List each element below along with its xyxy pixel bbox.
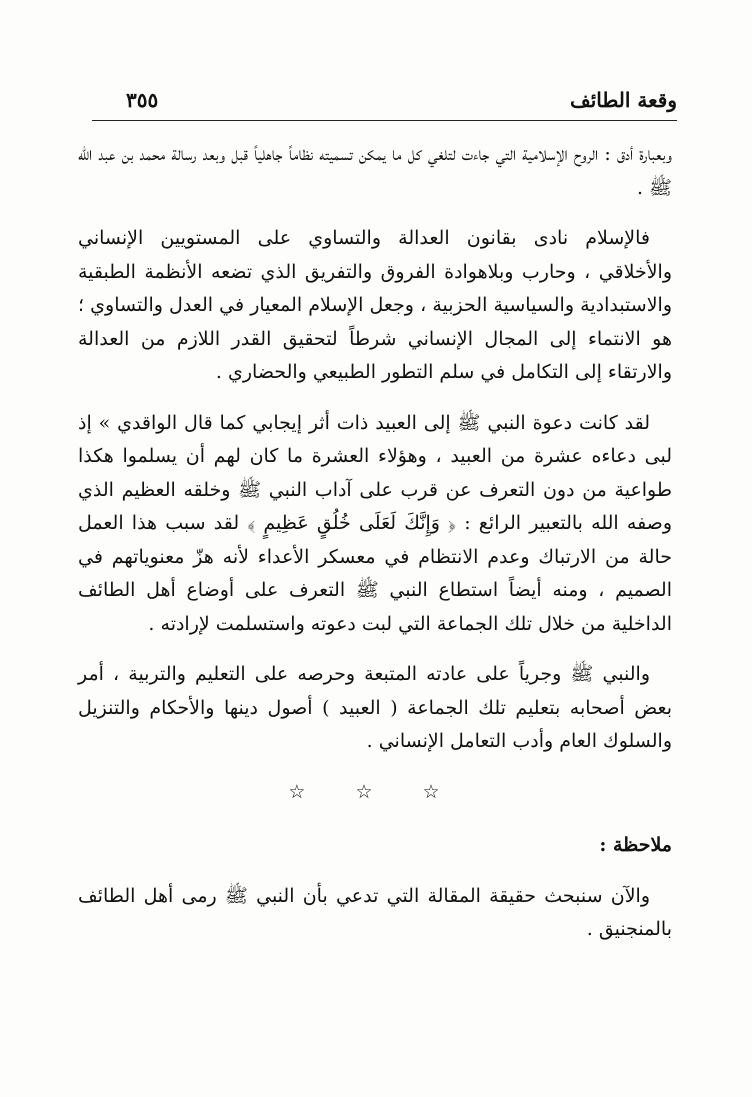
section-separator: ☆ ☆ ☆ (288, 780, 462, 803)
paragraph-2: فالإسلام نادى بقانون العدالة والتساوي على المستويين الإنساني والأخلاقي ، وحارب وبلاهوادة الفروق والتفريق الذي تضعه الأنظمة الطبقية والاستبدادية والسياسية الحزبية ، وجعل الإسلام المعيار في العدل والتساوي ؛ هو الانتماء إلى المجال الإنساني شرطاً لتحقيق القدر اللازم من العدالة والارتقاء إلى التكامل في سلم التطور الطبيعي والحضاري . (78, 227, 672, 383)
page-number: ٣٥٥ (126, 88, 159, 112)
paragraph-1: وبعبارة أدق : الروح الإسلامية التي جاءت لتلغي كل ما يمكن تسميته نظاماً جاهلياً قبل وبعد رسالة محمد بن عبد الله ﷺ . (78, 143, 672, 199)
running-header (92, 86, 677, 121)
note-text: والآن سنبحث حقيقة المقالة التي تدعي بأن النبي ﷺ رمى أهل الطائف بالمنجنيق . (78, 884, 672, 940)
paragraph-3: لقد كانت دعوة النبي ﷺ إلى العبيد ذات أثر إيجابي كما قال الواقدي » إذ لبى دعاءه عشرة من العبيد ، وهؤلاء العشرة ما كان لهم أن يسلموا هكذا طواعية من دون التعرف عن قرب على آداب النبي ﷺ وخلقه العظيم الذي وصفه الله بالتعبير الرائع : ﴿ وَإِنَّكَ لَعَلَى خُلُقٍ عَظِيمٍ ﴾ لقد سبب هذا العمل حالة من الارتباك وعدم الانتظام في معسكر الأعداء لأنه هزّ معنوياتهم في الصميم ، ومنه أيضاً استطاع النبي ﷺ التعرف على أوضاع أهل الطائف الداخلية من خلال تلك الجماعة التي لبت دعوته واستسلمت لإرادته . (78, 411, 672, 635)
page-body (78, 138, 672, 964)
chapter-title: وقعة الطائف (570, 88, 677, 112)
paragraph-4: والنبي ﷺ وجرياً على عادته المتبعة وحرصه على التعليم والتربية ، أمر بعض أصحابه بتعليم تلك الجماعة ( العبيد ) أصول دينها والأحكام والتنزيل والسلوك العام وأدب التعامل الإنساني . (78, 663, 672, 752)
note-label: ملاحظة : (599, 834, 672, 856)
